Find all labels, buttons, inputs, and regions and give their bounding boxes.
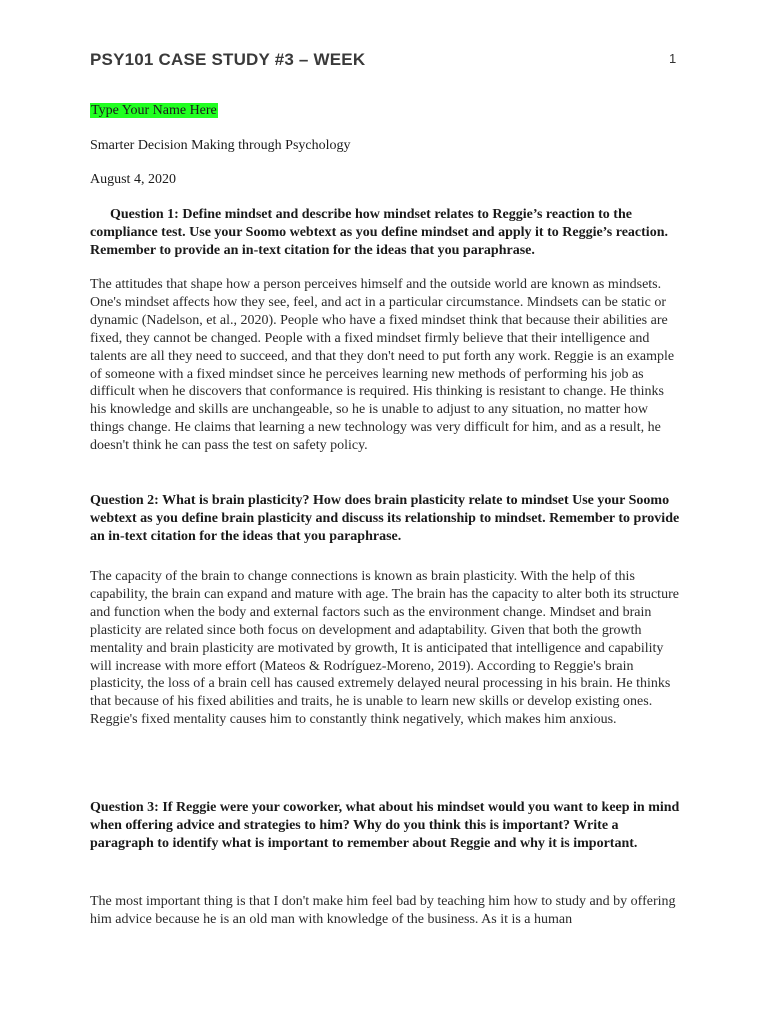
document-subject: Smarter Decision Making through Psychology [90, 138, 351, 153]
document-date: August 4, 2020 [90, 172, 176, 187]
page-number: 1 [669, 51, 677, 66]
question-2-prompt: Question 2: What is brain plasticity? How does brain plasticity relate to mindset Use your Soomo webtext as you define brain plasticity and discuss its relationship to mindset. Remember to provide an in-text citation for the ideas that you paraphrase. [90, 493, 680, 544]
question-1-prompt: Question 1: Define mindset and describe how mindset relates to Reggie’s reaction to the compliance test. Use your Soomo webtext as you define mindset and apply it to Reggie’s reaction. Remember to provide an in-text citation for the ideas that you paraphrase. [90, 207, 668, 258]
question-3-prompt: Question 3: If Reggie were your coworker, what about his mindset would you want to keep in mind when offering advice and strategies to him? Why do you think this is important? Write a paragraph to identify what is important to remember about Reggie and why it is important. [90, 800, 680, 851]
question-2-answer: The capacity of the brain to change connections is known as brain plasticity. With the help of this capability, the brain can expand and mature with age. The brain has the capacity to alter both its structure and function when the body and external factors such as the environment change. Mindset and brain plasticity are related since both focus on development and adaptability. Given that both the growth mentality and brain plasticity are motivated by growth, It is anticipated that intelligence and capability will increase with more effort (Mateos & Rodríguez-Moreno, 2019). According to Reggie's brain plasticity, the loss of a brain cell has caused extremely delayed neural processing in his brain. He thinks that because of his fixed abilities and traits, he is unable to learn new skills or develop existing ones. Reggie's fixed mentality causes him to constantly think negatively, which makes him anxious. [90, 569, 679, 728]
student-name-line [90, 102, 218, 120]
student-name-placeholder: Type Your Name Here [91, 103, 217, 118]
question-3-answer: The most important thing is that I don't make him feel bad by teaching him how to study and by offering him advice because he is an old man with knowledge of the business. As it is a human [90, 894, 676, 927]
question-1-answer: The attitudes that shape how a person perceives himself and the outside world are known as mindsets. One's mindset affects how they see, feel, and act in a particular circumstance. Mindsets can be static or dynamic (Nadelson, et al., 2020). People who have a fixed mindset think that because their abilities are fixed, they cannot be changed. People with a fixed mindset firmly believe that their intelligence and talents are all they need to succeed, and that they don't need to put forth any work. Reggie is an example of someone with a fixed mindset since he perceives learning new methods of performing his job as difficult when he discovers that conformance is required. His thinking is resistant to change. He thinks his knowledge and skills are unchangeable, so he is unable to adjust to any situation, no matter how things change. He claims that learning a new technology was very difficult for him, and as a result, he doesn't think he can pass the test on safety policy. [90, 277, 675, 454]
document-header-title: PSY101 CASE STUDY #3 – WEEK [90, 50, 366, 69]
